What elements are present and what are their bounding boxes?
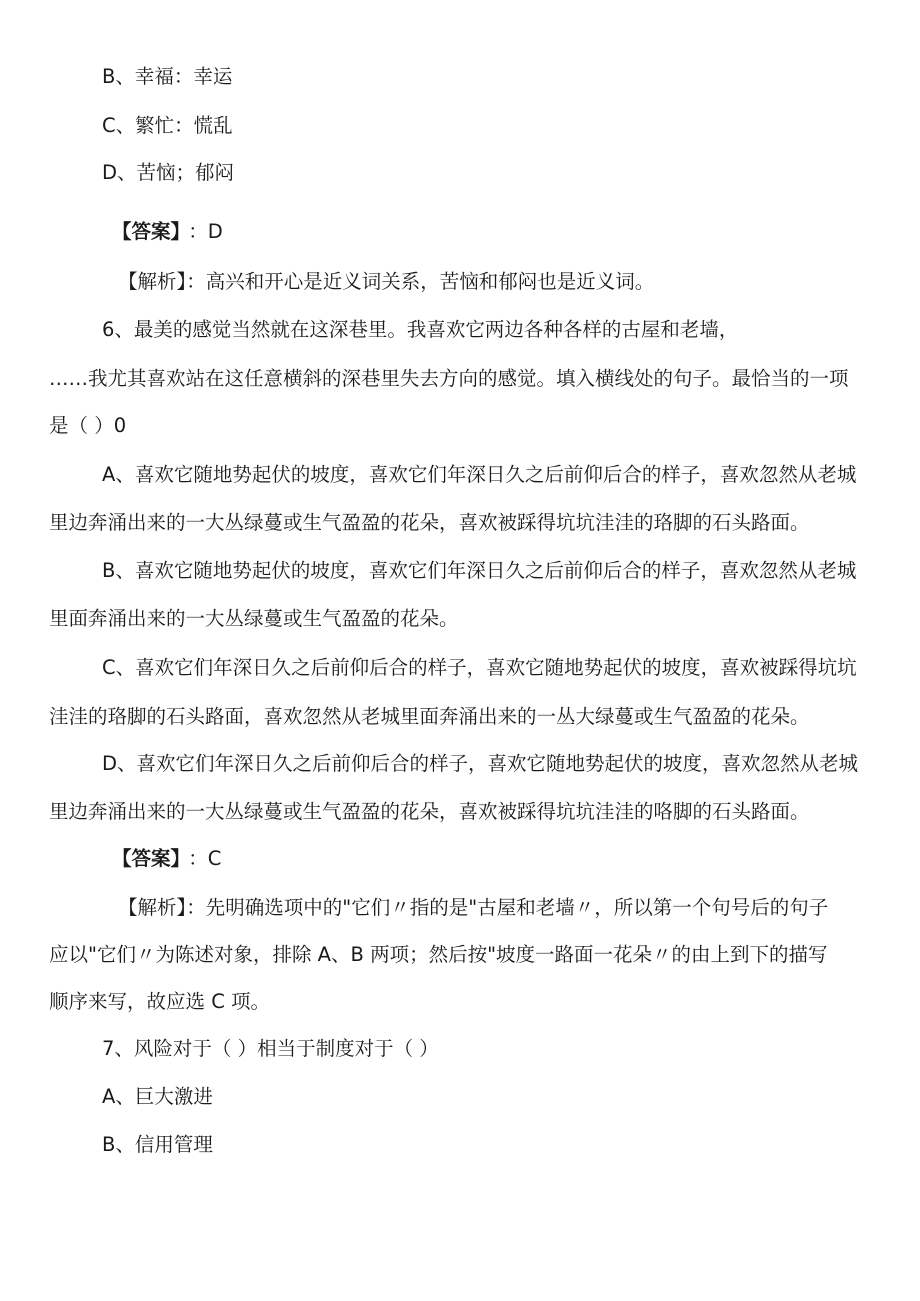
q6-answer-value: ：C — [188, 847, 222, 870]
q6-explanation-text-1: ：先明确选项中的"它们〃指的是"古屋和老墙〃，所以第一个句号后的句子 — [186, 896, 829, 919]
q6-stem-line-1: 6、最美的感觉当然就在这深巷里。我喜欢它两边各种各样的古屋和老墙， — [102, 318, 739, 341]
q5-answer — [112, 219, 223, 245]
q6-option-b-line-2: 里面奔涌出来的一大丛绿蔓或生气盈盈的花朵。 — [49, 607, 459, 630]
q6-option-c-line-2: 洼洼的珞脚的石头路面，喜欢忽然从老城里面奔涌出来的一丛大绿蔓或生气盈盈的花朵。 — [49, 705, 810, 728]
q6-option-b-line-1: B、喜欢它随地势起伏的坡度，喜欢它们年深日久之后前仰后合的样子，喜欢忽然从老城 — [102, 559, 857, 582]
q6-option-d-line-2: 里边奔涌出来的一大丛绿蔓或生气盈盈的花朵，喜欢被踩得坑坑洼洼的咯脚的石头路面。 — [49, 800, 810, 823]
q6-answer-label: 【答案】 — [112, 847, 181, 870]
q5-option-c: C、繁忙：慌乱 — [102, 114, 233, 137]
q5-explanation-label: 【解析】 — [118, 270, 187, 293]
q6-option-a-line-2: 里边奔涌出来的一大丛绿蔓或生气盈盈的花朵，喜欢被踩得坑坑洼洼的珞脚的石头路面。 — [49, 511, 810, 534]
q7-stem: 7、风险对于（ ）相当于制度对于（ ） — [102, 1037, 439, 1060]
q5-answer-label: 【答案】 — [112, 220, 181, 243]
q6-option-a-line-1: A、喜欢它随地势起伏的坡度，喜欢它们年深日久之后前仰后合的样子，喜欢忽然从老城 — [102, 463, 857, 486]
q6-stem-line-3: 是（ ）0 — [49, 414, 127, 437]
q6-answer — [112, 846, 221, 872]
q6-option-c-line-1: C、喜欢它们年深日久之后前仰后合的样子，喜欢它随地势起伏的坡度，喜欢被踩得坑坑 — [102, 656, 857, 679]
q6-stem-line-2: ……我尤其喜欢站在这任意横斜的深巷里失去方向的感觉。填入横线处的句子。最恰当的一项 — [49, 367, 849, 390]
q6-explanation-line-3: 顺序来写，故应选 C 项。 — [49, 990, 271, 1013]
q7-option-b: B、信用管理 — [102, 1133, 213, 1156]
q5-answer-value: ：D — [188, 220, 223, 243]
q7-option-a: A、巨大激进 — [102, 1085, 213, 1108]
q5-option-d: D、苦恼；郁闷 — [102, 161, 235, 184]
q5-explanation-text: ：高兴和开心是近义词关系，苦恼和郁闷也是近义词。 — [186, 270, 655, 293]
q6-explanation-line-2: 应以"它们〃为陈述对象，排除 A、B 两项；然后按"坡度一路面一花朵〃的由上到下的描写 — [49, 943, 828, 966]
q5-explanation — [118, 269, 654, 295]
q6-explanation-line-1 — [118, 895, 828, 921]
q6-explanation-label: 【解析】 — [118, 896, 187, 919]
q5-option-b: B、幸福：幸运 — [102, 65, 233, 88]
q6-option-d-line-1: D、喜欢它们年深日久之后前仰后合的样子，喜欢它随地势起伏的坡度，喜欢忽然从老城 — [102, 752, 859, 775]
